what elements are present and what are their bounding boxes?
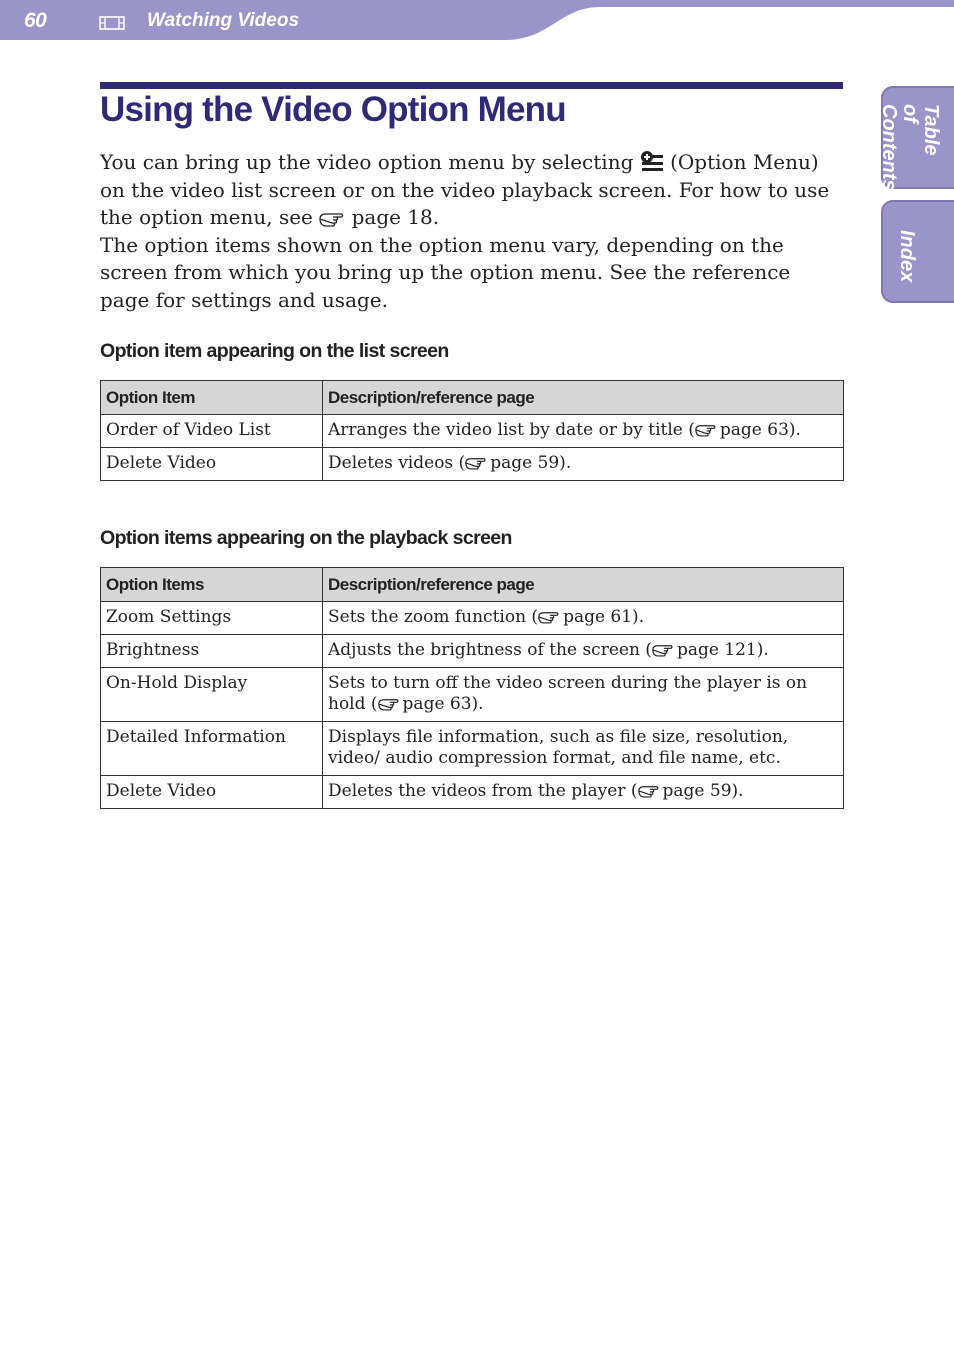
description-cell: Arranges the video list by date or by title ( page 63). (323, 415, 844, 448)
pointing-hand-icon (378, 697, 400, 711)
pointing-hand-icon (538, 610, 560, 624)
intro-paragraph-1: You can bring up the video option menu by selecting (Option Menu) on the video list screen or on the video playback screen. For how to use the option menu, see page 18. (100, 150, 830, 229)
option-item-cell: Brightness (101, 635, 323, 668)
intro-reference-link[interactable]: page 18. (351, 205, 440, 229)
page-reference-link[interactable]: page 59). (662, 781, 744, 801)
description-cell: Sets the zoom function ( page 61). (323, 602, 844, 635)
playback-screen-table (100, 567, 844, 809)
table-header-row (101, 381, 844, 415)
page-number: 60 (24, 9, 47, 32)
option-item-cell: Delete Video (101, 448, 323, 481)
index-tab-label: Index (896, 230, 918, 283)
column-header-description: Description/reference page (323, 568, 844, 602)
table-row (101, 722, 844, 776)
table-row (101, 448, 844, 481)
list-screen-heading: Option item appearing on the list screen (100, 340, 449, 362)
pointing-hand-icon (652, 643, 674, 657)
option-item-cell: Zoom Settings (101, 602, 323, 635)
description-cell: Adjusts the brightness of the screen ( page 121). (323, 635, 844, 668)
toc-tab-label: Table of Contents (878, 104, 942, 191)
column-header-option-items: Option Items (101, 568, 323, 602)
page-title: Using the Video Option Menu (100, 90, 566, 129)
page-reference-link[interactable]: page 61). (563, 607, 645, 627)
index-tab[interactable] (881, 200, 954, 303)
description-cell: Deletes the videos from the player ( page 59). (323, 776, 844, 809)
pointing-hand-icon (465, 456, 487, 470)
title-rule (100, 82, 843, 89)
option-item-cell: Delete Video (101, 776, 323, 809)
page-reference-link[interactable]: page 63). (402, 694, 484, 714)
table-row (101, 668, 844, 722)
film-icon (99, 15, 125, 31)
column-header-option-item: Option Item (101, 381, 323, 415)
table-row (101, 602, 844, 635)
header-band (0, 0, 954, 48)
option-menu-icon (640, 150, 664, 172)
page-reference-link[interactable]: page 121). (676, 640, 769, 660)
pointing-hand-icon (638, 784, 660, 798)
description-cell: Displays file information, such as file size, resolution, video/ audio compression format, and file name, etc. (323, 722, 844, 776)
intro-text (100, 149, 844, 314)
page-reference-link[interactable]: page 59). (490, 453, 572, 473)
table-row (101, 776, 844, 809)
description-cell: Sets to turn off the video screen during the player is on hold ( page 63). (323, 668, 844, 722)
description-cell: Deletes videos ( page 59). (323, 448, 844, 481)
column-header-description: Description/reference page (323, 381, 844, 415)
option-item-cell: Order of Video List (101, 415, 323, 448)
option-item-cell: On-Hold Display (101, 668, 323, 722)
table-row (101, 415, 844, 448)
table-header-row (101, 568, 844, 602)
intro-paragraph-2: The option items shown on the option menu vary, depending on the screen from which you bring up the option menu. See the reference page for settings and usage. (100, 232, 791, 312)
table-row (101, 635, 844, 668)
page-header (0, 0, 954, 48)
pointing-hand-icon (319, 211, 345, 227)
page-reference-link[interactable]: page 63). (719, 420, 801, 440)
option-item-cell: Detailed Information (101, 722, 323, 776)
section-title[interactable]: Watching Videos (147, 10, 300, 31)
playback-screen-heading: Option items appearing on the playback screen (100, 527, 512, 549)
list-screen-table (100, 380, 844, 481)
table-of-contents-tab[interactable] (878, 86, 954, 191)
pointing-hand-icon (695, 423, 717, 437)
